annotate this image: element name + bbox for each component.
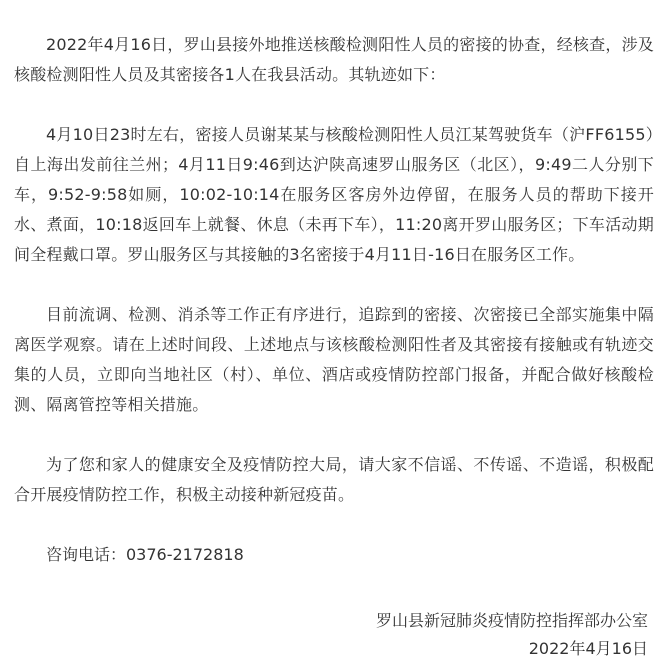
paragraph-intro: 2022年4月16日，罗山县接外地推送核酸检测阳性人员的密接的协查，经核查，涉及核酸检测阳性人员及其密接各1人在我县活动。其轨迹如下： xyxy=(14,35,654,84)
paragraph-measures: 目前流调、检测、消杀等工作正有序进行，追踪到的密接、次密接已全部实施集中隔离医学观察。请在上述时间段、上述地点与该核酸检测阳性者及其密接有接触或有轨迹交集的人员，立即向当地社区（村）、单位、酒店或疫情防控部门报备，并配合做好核酸检测、隔离管控等相关措施。 xyxy=(14,305,654,414)
signature-org: 罗山县新冠肺炎疫情防控指挥部办公室 xyxy=(375,611,648,630)
paragraph-trajectory: 4月10日23时左右，密接人员谢某某与核酸检测阳性人员江某驾驶货车（沪FF6155）自上海出发前往兰州；4月11日9:46到达沪陕高速罗山服务区（北区），9:49二人分别下车，9:52-9:58如厕，10:02-10:14在服务区客房外边停留，在服务人员的帮助下接开水、煮面，10:18返回车上就餐、休息（未再下车），11:20离开罗山服务区；下车活动期间全程戴口罩。罗山服务区与其接触的3名密接于4月11日-16日在服务区工作。 xyxy=(14,125,654,264)
signature-date: 2022年4月16日 xyxy=(528,639,648,658)
consult-phone: 咨询电话：0376-2172818 xyxy=(46,545,244,564)
paragraph-appeal: 为了您和家人的健康安全及疫情防控大局，请大家不信谣、不传谣、不造谣，积极配合开展疫情防控工作，积极主动接种新冠疫苗。 xyxy=(14,455,654,504)
notice-body xyxy=(14,30,654,570)
